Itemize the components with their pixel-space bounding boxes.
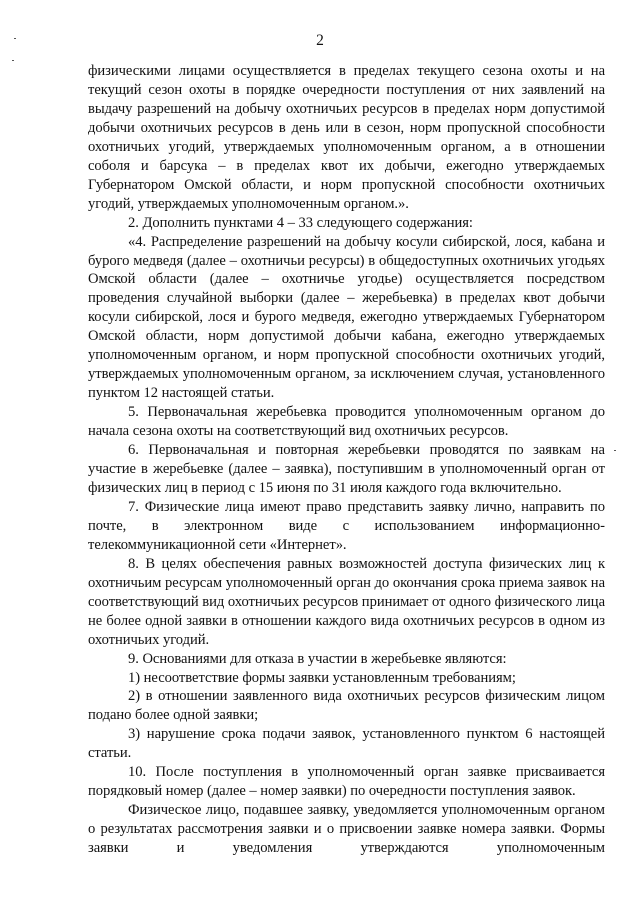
scan-mark <box>12 60 14 61</box>
paragraph-item-7: 7. Физические лица имеют право представить заявку лично, направить по почте, в электронном виде с использованием информационно-телекоммуникационной сети «Интернет». <box>88 498 605 553</box>
paragraph-item-9-3: 3) нарушение срока подачи заявок, установленного пунктом 6 настоящей статьи. <box>88 726 605 762</box>
paragraph-item-10: 10. После поступления в уполномоченный орган заявке присваивается порядковый номер (далее – номер заявки) по очередности поступления заявок. <box>88 764 605 800</box>
paragraph-item-8: 8. В целях обеспечения равных возможностей доступа физических лиц к охотничьим ресурсам уполномоченный орган до окончания срока приема заявок на соответствующий вид охотничьих ресурсов принимает от одного физического лица не более одной заявки в отношении каждого вида охотничьих ресурсов в одном из охотничьих угодий. <box>88 555 605 648</box>
page-number: 2 <box>316 32 324 49</box>
paragraph-continuation: физическими лицами осуществляется в пределах текущего сезона охоты и на текущий сезон охоты в порядке очередности поступления от них заявлений на выдачу разрешений на добычу охотничьих ресурсов в пределах норм допустимой добычи охотничьих ресурсов в день или в сезон, норм пропускной способности охотничьих угодий, утверждаемых уполномоченным органом, а в отношении соболя и барсука – в пределах квот их добычи, ежегодно утверждаемых Губернатором Омской области, и норм пропускной способности охотничьих угодий, утверждаемых уполномоченным органом.». <box>88 63 605 212</box>
paragraph-item-4: «4. Распределение разрешений на добычу косули сибирской, лося, кабана и бурого медведя (далее – охотничьи ресурсы) в общедоступных охотничьих угодьях Омской области (далее – охотничье угодье) осуществляется посредством проведения случайной выборки (далее – жеребьевка) в пределах квот добычи косули сибирской, лося и бурого медведя, ежегодно утверждаемых Губернатором Омской области, норм допустимой добычи кабана, ежегодно утверждаемых уполномоченным органом, и норм пропускной способности охотничьих угодий, утверждаемых уполномоченным органом, за исключением случая, установленного пунктом 12 настоящей статьи. <box>88 233 605 402</box>
paragraph-item-9-2: 2) в отношении заявленного вида охотничьих ресурсов физическим лицом подано более одной заявки; <box>88 688 605 724</box>
paragraph-item-6: 6. Первоначальная и повторная жеребьевки проводятся по заявкам на участие в жеребьевке (далее – заявка), поступившим в уполномоченный орган от физических лиц в период с 15 июня по 31 июля каждого года включительно. <box>88 442 605 496</box>
paragraph-item-10-continued: Физическое лицо, подавшее заявку, уведомляется уполномоченным органом о результатах рассмотрения заявки и о присвоении заявке номера заявки. Формы заявки и уведомления утверждаются уполномоченным <box>88 802 605 857</box>
paragraph-item-5: 5. Первоначальная жеребьевка проводится уполномоченным органом до начала сезона охоты на соответствующий вид охотничьих ресурсов. <box>88 404 605 440</box>
paragraph-item-9: 9. Основаниями для отказа в участии в жеребьевке являются: <box>128 650 507 667</box>
scan-mark <box>614 450 616 451</box>
paragraph-item-9-1: 1) несоответствие формы заявки установленным требованиям; <box>128 669 516 686</box>
document-body <box>88 62 605 858</box>
scan-mark <box>14 38 16 39</box>
paragraph-item-2: 2. Дополнить пунктами 4 – 33 следующего содержания: <box>128 214 473 231</box>
